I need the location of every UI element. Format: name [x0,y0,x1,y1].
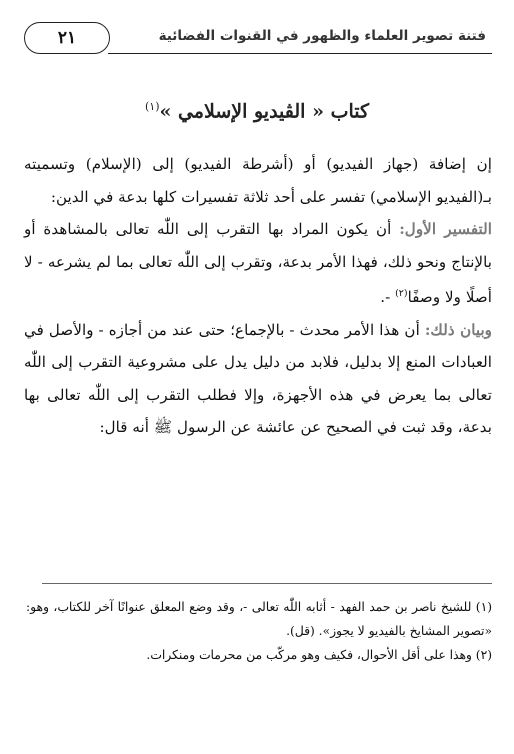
explanation-text: أن هذا الأمر محدث - بالإجماع؛ حتى عند من أجازه - والأصل في العبادات المنع إلا بدليل، فلابد من دليل يدل على مشروعية التقرب إلى اللّٰه تعالى بما يعرض في هذه الأجهزة، وإلا فطلب التقرب إلى اللّٰه تعالى بها بدعة، وقد ثبت في الصحيح عن عائشة عن الرسول ﷺ أنه قال: [24,320,492,437]
running-title: فتنة تصوير العلماء والظهور في القنوات الفضائية [158,28,486,44]
first-interpretation-end: -. [380,288,396,307]
chapter-title-text: كتاب « الڤيديو الإسلامي » [159,100,370,123]
footnote-ref-2: (٢) [395,288,408,299]
paragraph-first-interpretation [24,213,492,314]
footnotes [26,595,492,667]
chapter-title [0,100,514,122]
header-rule [108,53,492,54]
chapter-footnote-ref: (١) [144,100,160,113]
footnote-2: (٢) وهذا على أقل الأحوال، فكيف وهو مركّب من محرمات ومنكرات. [146,648,492,662]
explanation-label: وبيان ذلك: [424,320,493,339]
paragraph-intro: إن إضافة (جهاز الفيديو) أو (أشرطة الفيديو) إلى (الإسلام) وتسميته بـ(الفيديو الإسلامي) تفسر على أحد ثلاثة تفسيرات كلها بدعة في الدين: [24,155,492,206]
first-interpretation-text: أن يكون المراد بها التقرب إلى اللّٰه تعالى بالمشاهدة أو بالإنتاج ونحو ذلك، فهذا الأمر بدعة، وتقرب إلى اللّٰه تعالى بما لم يشرعه - لا أصلًا ولا وصفًا [24,220,492,307]
footnote-1: (١) للشيخ ناصر بن حمد الفهد - أثابه اللّٰه تعالى -، وقد وضع المعلق عنوانًا آخر للكتاب، وهو: «تصوير المشايخ بالفيديو لا يجوز». (قل). [26,600,492,638]
body-text [24,148,492,444]
page-number: ٢١ [24,22,110,54]
first-interpretation-label: التفسير الأول: [399,220,492,238]
footnote-separator [42,583,492,584]
paragraph-explanation [24,314,492,444]
running-header [24,22,492,56]
